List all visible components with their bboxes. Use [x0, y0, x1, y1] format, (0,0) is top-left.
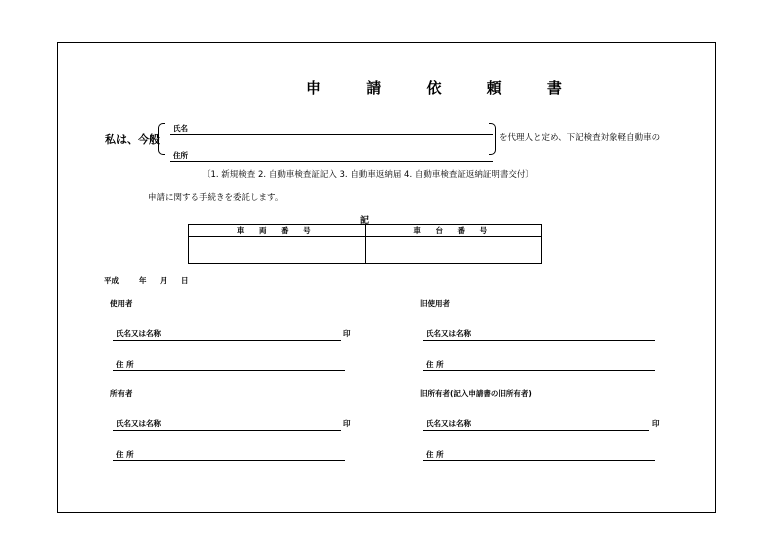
intro-prefix: 私は、今般: [105, 133, 160, 146]
former-user-name-label: 氏名又は名称: [426, 329, 471, 338]
former-user-address-field[interactable]: [423, 370, 655, 371]
owner-address-field[interactable]: [113, 460, 345, 461]
former-owner-name-label: 氏名又は名称: [426, 419, 471, 428]
intro-suffix: を代理人と定め、下記検査対象軽自動車の: [499, 133, 661, 143]
former-user-heading: 旧使用者: [420, 299, 450, 308]
vehicle-table: [188, 224, 542, 264]
chassis-number-header: 車 台 番 号: [365, 225, 542, 237]
user-address-field[interactable]: [113, 370, 345, 371]
vehicle-number-header: 車 両 番 号: [189, 225, 366, 237]
user-seal: 印: [343, 329, 351, 338]
date-month: 月: [160, 276, 168, 285]
delegation-text: 申請に関する手続きを委託します。: [148, 193, 284, 203]
agent-name-label: 氏名: [173, 124, 188, 133]
vehicle-number-cell[interactable]: [189, 237, 366, 264]
former-user-address-label: 住 所: [426, 360, 444, 369]
date-era: 平成: [104, 276, 119, 285]
former-owner-address-field[interactable]: [423, 460, 655, 461]
former-owner-seal: 印: [652, 419, 660, 428]
owner-heading: 所有者: [110, 389, 133, 398]
owner-seal: 印: [343, 419, 351, 428]
user-heading: 使用者: [110, 299, 133, 308]
chassis-number-cell[interactable]: [365, 237, 542, 264]
form-frame: [57, 42, 716, 513]
form-title: 申 請 依 頼 書: [306, 79, 582, 97]
owner-name-label: 氏名又は名称: [116, 419, 161, 428]
agent-name-field[interactable]: [170, 134, 493, 135]
owner-address-label: 住 所: [116, 450, 134, 459]
agent-address-label: 住所: [173, 151, 188, 160]
user-name-label: 氏名又は名称: [116, 329, 161, 338]
procedure-options: 〔1. 新規検査 2. 自動車検査証記入 3. 自動車返納届 4. 自動車検査証返納証明書交付〕: [202, 170, 534, 180]
former-owner-heading: 旧所有者(記入申請書の旧所有者): [420, 389, 532, 398]
ki-label: 記: [360, 216, 370, 226]
former-owner-name-field[interactable]: [423, 430, 649, 431]
right-brace: [489, 123, 496, 155]
date-day: 日: [181, 276, 189, 285]
date-year: 年: [139, 276, 147, 285]
left-brace: [158, 123, 165, 155]
agent-address-field[interactable]: [170, 161, 493, 162]
former-user-name-field[interactable]: [423, 340, 655, 341]
user-address-label: 住 所: [116, 360, 134, 369]
former-owner-address-label: 住 所: [426, 450, 444, 459]
owner-name-field[interactable]: [113, 430, 341, 431]
user-name-field[interactable]: [113, 340, 341, 341]
